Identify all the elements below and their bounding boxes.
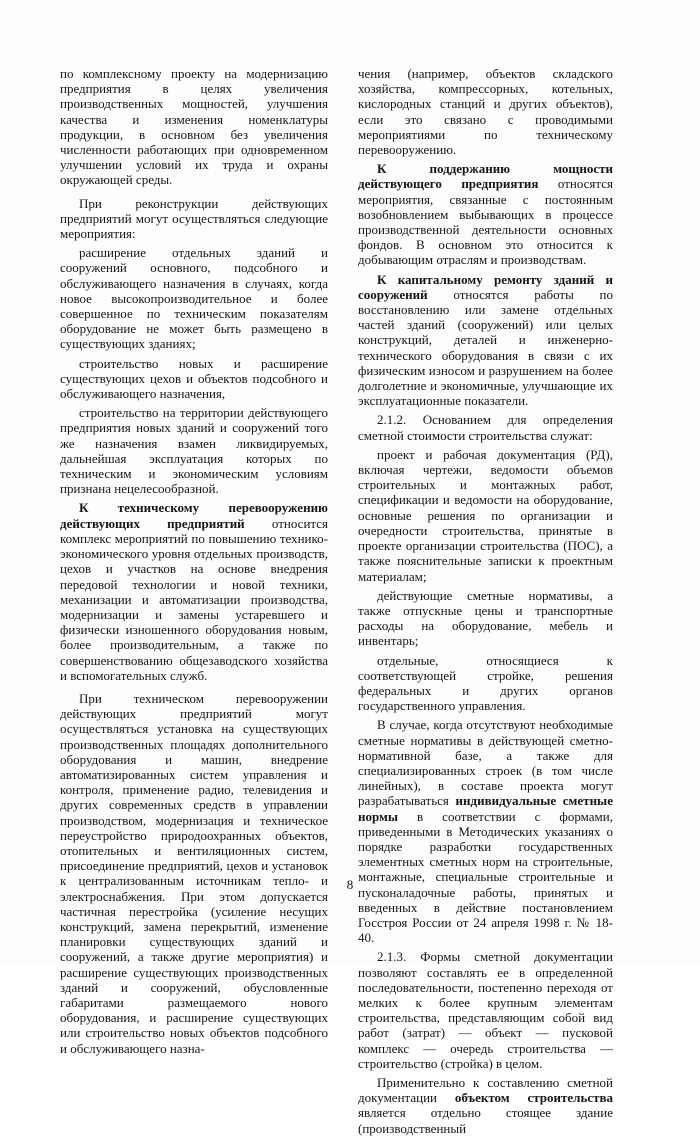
paragraph (60, 691, 328, 1056)
paragraph-text: При техническом перевооружении действующих предприятий могут осуществляться установка на существующих производственных площадях дополнительного оборудования и машин, внедрение автоматизированных систем управления и контроля, применение радио, телевидения и других современных средств в управлении производством, модернизация и техническое переустройство природоохранных объектов, отопительных и вентиляционных систем, присоединение предприятий, цехов и установок к централизованным источникам тепло- и электроснабжения. При этом допускается частичная перестройка (усиление несущих конструкций, замена перекрытий, изменение планировки существующих зданий и сооружений, а также другие мероприятия) и расширение существующих производственных зданий и сооружений, обусловленные габаритами размещаемого нового оборудования, и расширение существующих или строительство новых объектов подсобного и обслуживающего назна- (60, 690, 328, 1056)
paragraph-text: строительство новых и расширение существующих цехов и объектов подсобного и обслуживающего назначения, (60, 355, 328, 402)
paragraph-text: строительство на территории действующего предприятия новых зданий и сооружений того же назначения взамен ликвидируемых, дальнейшая эксплуатация которых по техническим и экономическим условиям признана нецелесообразной. (60, 405, 328, 497)
paragraph (60, 356, 328, 402)
paragraph (60, 500, 328, 682)
paragraph-text: 2.1.3. Формы сметной документации позволяют составлять ее в определенной последовательности, постепенно переходя от мелких к более крупным элементам строительства, представляющим собой вид работ (затрат) — объект — пусковой комплекс — очередь строительства — строительство (стройка) в целом. (358, 949, 613, 1071)
paragraph (358, 653, 613, 714)
bold-term: К техническому перевооружению действующих предприятий (60, 500, 328, 531)
paragraph (358, 272, 613, 409)
paragraph (358, 949, 613, 1071)
paragraph-text: в соответствии с формами, приведенными в Методических указаниях о порядке разработки государственных элементных сметных норм на строительные, монтажные, специальные строительные и пусконаладочные работы, принятых и введенных в действие постановлением Госстроя России от 24 апреля 1998 г. № 18-40. (358, 808, 613, 946)
paragraph-text: В случае, когда отсутствуют необходимые сметные нормативы в действующей сметно-нормативной базе, а также для специализированных строек (в том числе линейных), в составе проекта могут разрабатываться (358, 717, 613, 809)
bold-term: К поддержанию мощности действующего предприятия (358, 161, 613, 192)
paragraph-text: относятся работы по восстановлению или замене отдельных частей зданий (сооружений) или целых конструкций, деталей и инженерно-технического оборудования в связи с их физическим износом и разрушением на более долголетние и экономичные, улучшающие их эксплуатационные показатели. (358, 286, 613, 409)
paragraph (60, 66, 328, 188)
right-text-column (358, 66, 613, 1140)
page-number: 8 (346, 877, 354, 892)
paragraph (358, 447, 613, 584)
paragraph (358, 717, 613, 945)
paragraph-text: отдельные, относящиеся к соответствующей стройке, решения федеральных и других органов государственного управления. (358, 652, 613, 714)
paragraph-text: действующие сметные нормативы, а также отпускные цены и транспортные расходы на оборудование, мебель и инвентарь; (358, 587, 613, 649)
paragraph (60, 405, 328, 496)
paragraph (60, 245, 328, 351)
left-text-column (60, 66, 328, 1060)
paragraph-text: расширение отдельных зданий и сооружений основного, подсобного и обслуживающего назначения в случаях, когда новое высокопроизводительное и более совершенное по техническим показателям оборудование не может быть размещено в существующих зданиях; (60, 245, 328, 352)
paragraph-text: относятся мероприятия, связанные с постоянным возобновлением выбывающих в процессе производственной деятельности основных фондов. В основном это относится к добывающим отраслям и производствам. (358, 176, 613, 268)
paragraph (358, 66, 613, 157)
paragraph-text: является отдельно стоящее здание (производственный (358, 1105, 613, 1136)
bold-term: индивидуальные сметные нормы (358, 793, 613, 824)
paragraph-text: При реконструкции действующих предприятий могут осуществляться следующие мероприятия: (60, 195, 328, 242)
paragraph-text: относится комплекс мероприятий по повышению технико-экономического уровня отдельных производств, цехов и участков на основе внедрения передовой технологии и новой техники, механизации и автоматизации производства, модернизации и замены устаревшего и физически изношенного оборудования новым, более производительным, а также по совершенствованию общезаводского хозяйства и вспомогательных служб. (60, 515, 328, 683)
paragraph (358, 588, 613, 649)
paragraph (358, 1075, 613, 1136)
paragraph-text: Применительно к составлению сметной документации (358, 1075, 613, 1106)
paragraph (60, 196, 328, 242)
bold-term: К капитальному ремонту зданий и сооружений (358, 271, 613, 302)
paragraph-text: чения (например, объектов складского хозяйства, компрессорных, котельных, кислородных станций и других объектов), если это связано с проводимыми мероприятиями по техническому перевооружению. (358, 66, 613, 158)
paragraph-text: по комплексному проекту на модернизацию предприятия в целях увеличения производственных мощностей, улучшения качества и изменения номенклатуры продукции, в основном без увеличения численности работающих при одновременном улучшении условий их труда и охраны окружающей среды. (60, 66, 328, 188)
paragraph-text: 2.1.2. Основанием для определения сметной стоимости строительства служат: (358, 412, 613, 443)
paragraph-text: проект и рабочая документация (РД), включая чертежи, ведомости объемов строительных и монтажных работ, спецификации и ведомости на оборудование, основные решения по организации и очередности строительства, принятые в проекте организации строительства (ПОС), а также пояснительные записки к проектным материалам; (358, 446, 613, 584)
paragraph (358, 161, 613, 267)
paragraph (358, 412, 613, 442)
bold-term: объектом строительства (454, 1090, 614, 1106)
